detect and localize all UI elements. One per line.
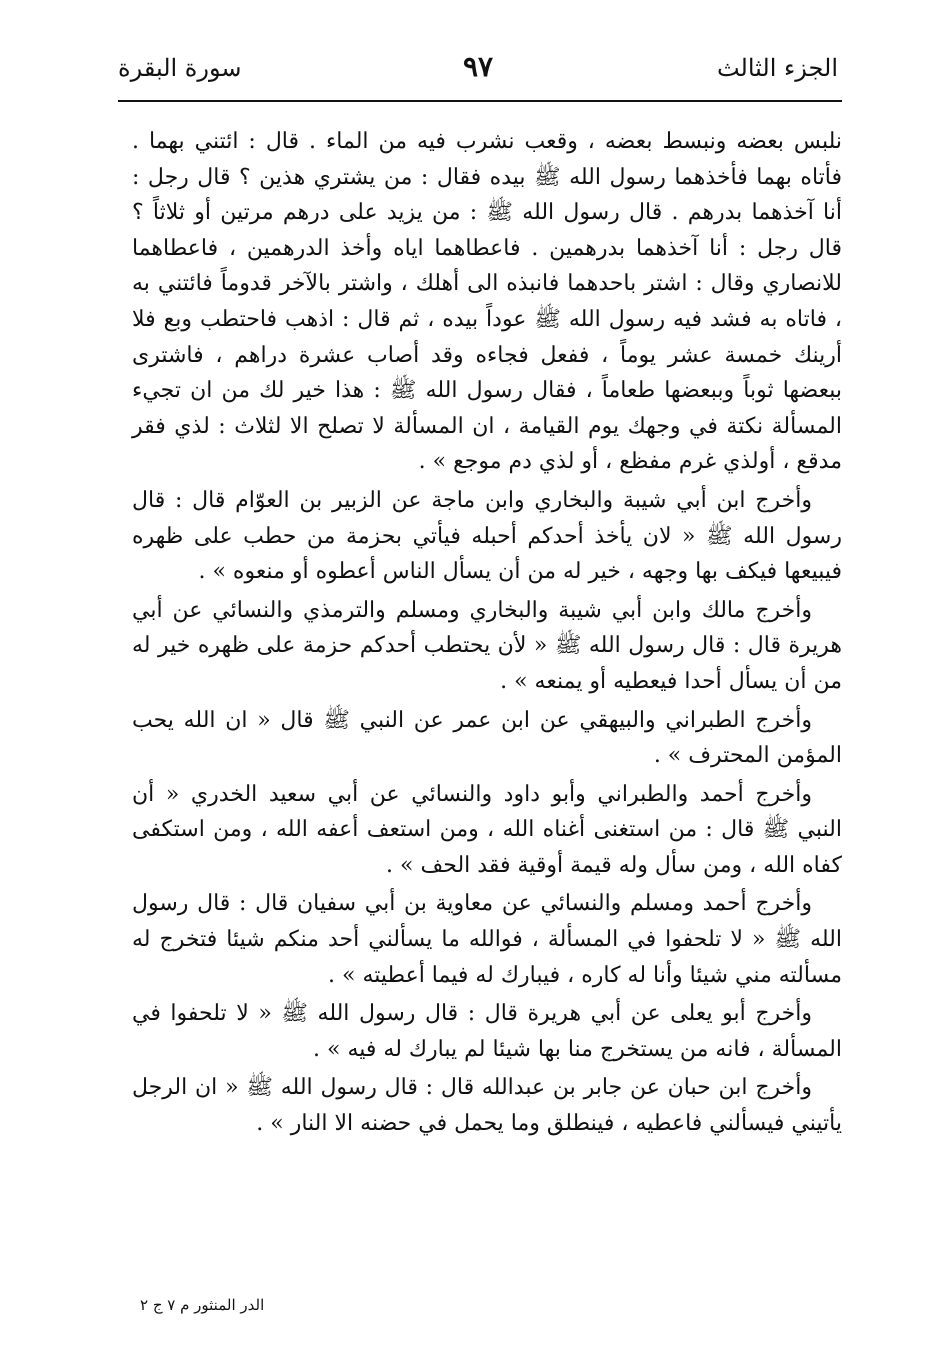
paragraph-7: وأخرج أبو يعلى عن أبي هريرة قال : قال رسول الله ﷺ « لا تلحفوا في المسألة ، فانه من يستخرج منا بها شيئا لم يبارك له فيه » . [132,1001,842,1062]
page-body [132,124,842,1142]
paragraph-3: وأخرج مالك وابن أبي شيبة والبخاري ومسلم والترمذي والنسائي عن أبي هريرة قال : قال رسول الله ﷺ « لأن يحتطب أحدكم حزمة على ظهره خير له من أن يسأل أحدا فيعطيه أو يمنعه » . [132,597,842,694]
page-header [118,50,838,98]
paragraph-1: نلبس بعضه ونبسط بعضه ، وقعب نشرب فيه من الماء . قال : ائتني بهما . فأتاه بهما فأخذهما رسول الله ﷺ بيده فقال : من يشتري هذين ؟ قال رجل : أنا آخذهما بدرهم . قال رسول الله ﷺ : من يزيد على درهم مرتين أو ثلاثاً ؟ قال رجل : أنا آخذهما بدرهمين . فاعطاهما اياه وأخذ الدرهمين ، فاعطاهما للانصاري وقال : اشتر باحدهما فانبذه الى أهلك ، واشتر بالآخر قدوماً فائتني به ، فاتاه به فشد فيه رسول الله ﷺ عوداً بيده ، ثم قال : اذهب فاحتطب وبع فلا أرينك خمسة عشر يوماً ، ففعل فجاءه وقد أصاب عشرة دراهم ، فاشترى ببعضها ثوباً وببعضها طعاماً ، فقال رسول الله ﷺ : هذا خير لك من ان تجيء المسألة نكتة في وجهك يوم القيامة ، ان المسألة لا تصلح الا لثلاث : لذي فقر مدقع ، أولذي غرم مفظع ، أو لذي دم موجع » . [132,129,842,475]
paragraph-6: وأخرج أحمد ومسلم والنسائي عن معاوية بن أبي سفيان قال : قال رسول الله ﷺ « لا تلحفوا في المسألة ، فوالله ما يسألني أحد منكم شيئا فتخرج له مسألته مني شيئا وأنا له كاره ، فيبارك له فيما أعطيته » . [132,891,842,988]
header-rule [118,100,842,102]
paragraph-8: وأخرج ابن حبان عن جابر بن عبدالله قال : قال رسول الله ﷺ « ان الرجل يأتيني فيسألني فاعطيه ، فينطلق وما يحمل في حضنه الا النار » . [132,1075,842,1137]
part-label: الجزء الثالث [716,54,838,82]
surah-label: سورة البقرة [118,54,242,82]
paragraph-2: وأخرج ابن أبي شيبة والبخاري وابن ماجة عن الزبير بن العوّام قال : قال رسول الله ﷺ « لان يأخذ أحدكم أحبله فيأتي بحزمة من حطب على ظهره فيبيعها فيكف بها وجهه ، خير له من أن يسأل الناس أعطوه أو منعوه » . [132,487,842,585]
paragraph-4: وأخرج الطبراني والبيهقي عن ابن عمر عن النبي ﷺ قال « ان الله يحب المؤمن المحترف » . [132,707,842,769]
paragraph-5: وأخرج أحمد والطبراني وأبو داود والنسائي عن أبي سعيد الخدري « أن النبي ﷺ قال : من استغنى أغناه الله ، ومن استعف أعفه الله ، ومن استكفى كفاه الله ، ومن سأل وله قيمة أوقية فقد الحف » . [132,781,842,878]
page-number: ٩٧ [462,50,494,83]
printer-signature: الدر المنثور م ٧ ج ٢ [140,1296,265,1314]
